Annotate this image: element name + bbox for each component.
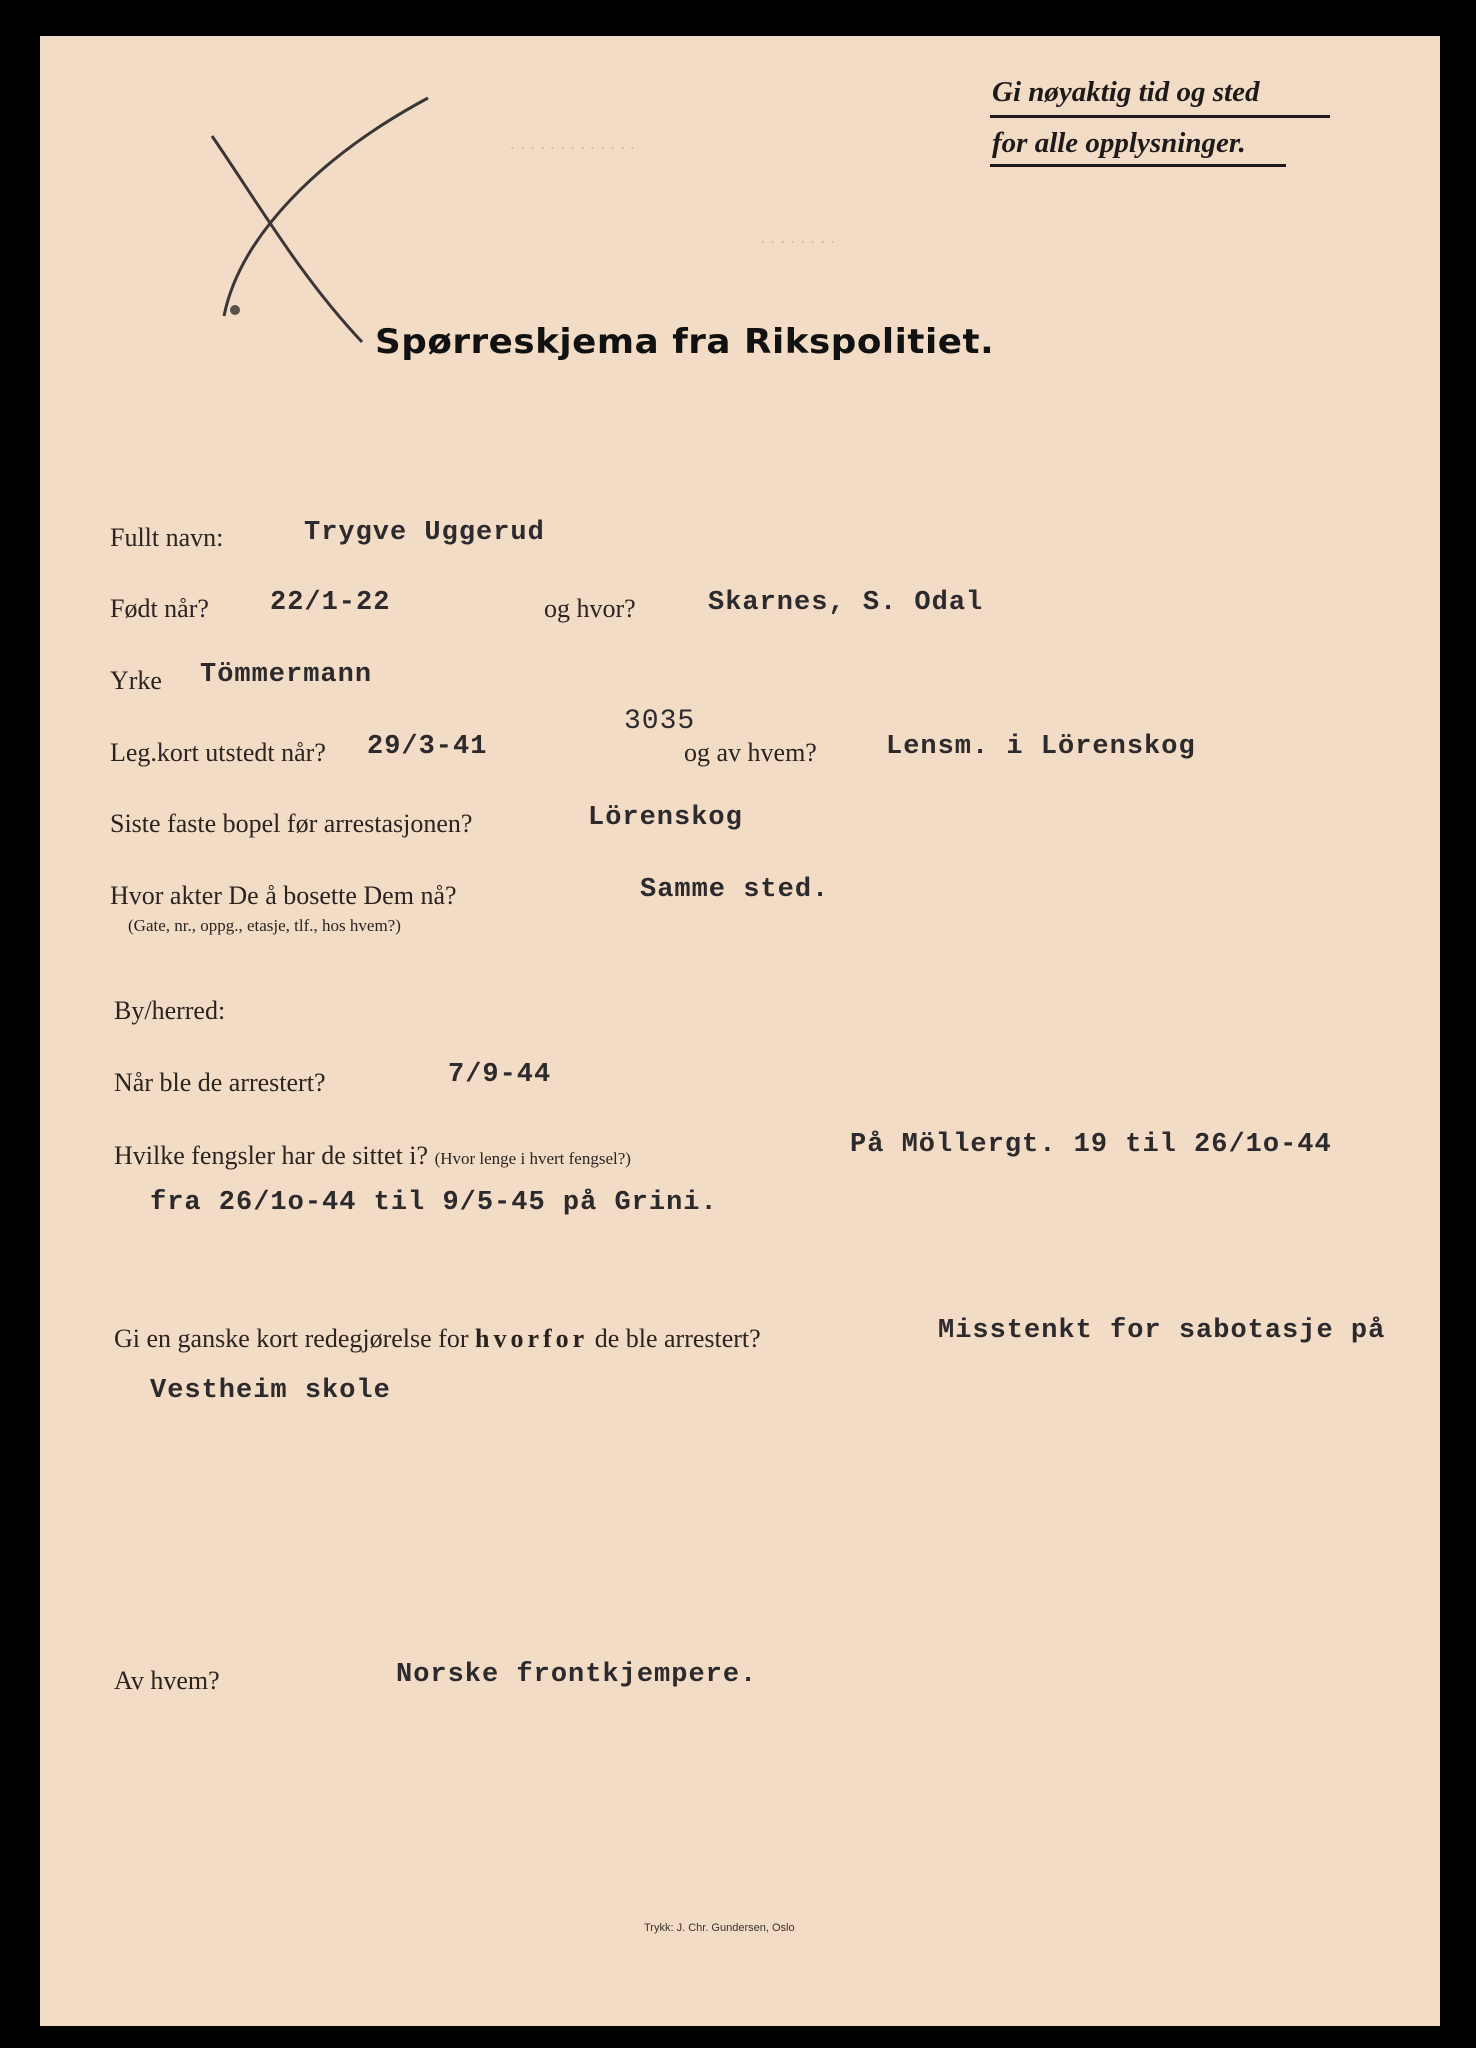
label-fengsler [114,1141,631,1171]
label-av-hvem: Av hvem? [114,1666,220,1695]
label-redegjorelse-before: Gi en ganske kort redegjørelse for [114,1324,469,1353]
notice-underline-2 [990,164,1286,167]
form-title: Spørreskjema fra Rikspolitiet. [375,322,995,362]
value-av-hvem: Norske frontkjempere. [396,1660,758,1690]
value-redegjorelse-line-1: Misstenkt for sabotasje på [938,1316,1386,1346]
bleed-through-2: . . . . . . . . [760,226,835,248]
label-redegjorelse-emphasis: hvorfor [474,1324,589,1353]
sublabel-fengsler: (Hvor lenge i hvert fengsel?) [434,1149,631,1168]
label-by-herred: By/herred: [114,996,226,1025]
form-sheet [40,36,1440,2026]
notice-underline-1 [990,115,1330,118]
value-legkort: 29/3-41 [367,732,488,762]
value-fengsler-line-2: fra 26/1o-44 til 9/5-45 på Grini. [150,1188,718,1218]
value-fullt-navn: Trygve Uggerud [304,518,545,548]
label-siste-bopel: Siste faste bopel før arrestasjonen? [110,809,473,838]
label-redegjorelse-after: de ble arrestert? [594,1324,761,1353]
value-bosette: Samme sted. [640,875,830,905]
value-fodt-nar: 22/1-22 [270,588,391,618]
label-fullt-navn: Fullt navn: [110,523,224,552]
label-fengsler-text: Hvilke fengsler har de sittet i? [114,1141,429,1170]
notice-line-1: Gi nøyaktig tid og sted [992,76,1260,108]
label-bosette: Hvor akter De å bosette Dem nå? [110,881,457,910]
value-arrestert-nar: 7/9-44 [448,1060,552,1090]
value-redegjorelse-line-2: Vestheim skole [150,1376,391,1406]
value-og-av-hvem: Lensm. i Lörenskog [886,732,1196,762]
value-legkort-number: 3035 [624,706,696,737]
label-fodt-nar: Født når? [110,594,209,623]
label-og-av-hvem: og av hvem? [684,738,817,767]
label-redegjorelse [114,1324,761,1354]
value-fengsler-line-1: På Möllergt. 19 til 26/1o-44 [850,1130,1332,1160]
value-yrke: Tömmermann [200,660,373,690]
sublabel-bosette: (Gate, nr., oppg., etasje, tlf., hos hvem?) [128,916,401,935]
value-og-hvor: Skarnes, S. Odal [708,588,984,618]
label-og-hvor: og hvor? [544,594,636,623]
notice-line-2: for alle opplysninger. [992,127,1246,159]
bleed-through-1: . . . . . . . . . . . . . [510,132,635,154]
label-arrestert-nar: Når ble de arrestert? [114,1068,326,1097]
printer-imprint: Trykk: J. Chr. Gundersen, Oslo [644,1922,795,1934]
label-legkort: Leg.kort utstedt når? [110,738,326,767]
label-yrke: Yrke [110,666,162,695]
handwritten-x-mark [40,36,460,356]
value-siste-bopel: Lörenskog [588,803,743,833]
